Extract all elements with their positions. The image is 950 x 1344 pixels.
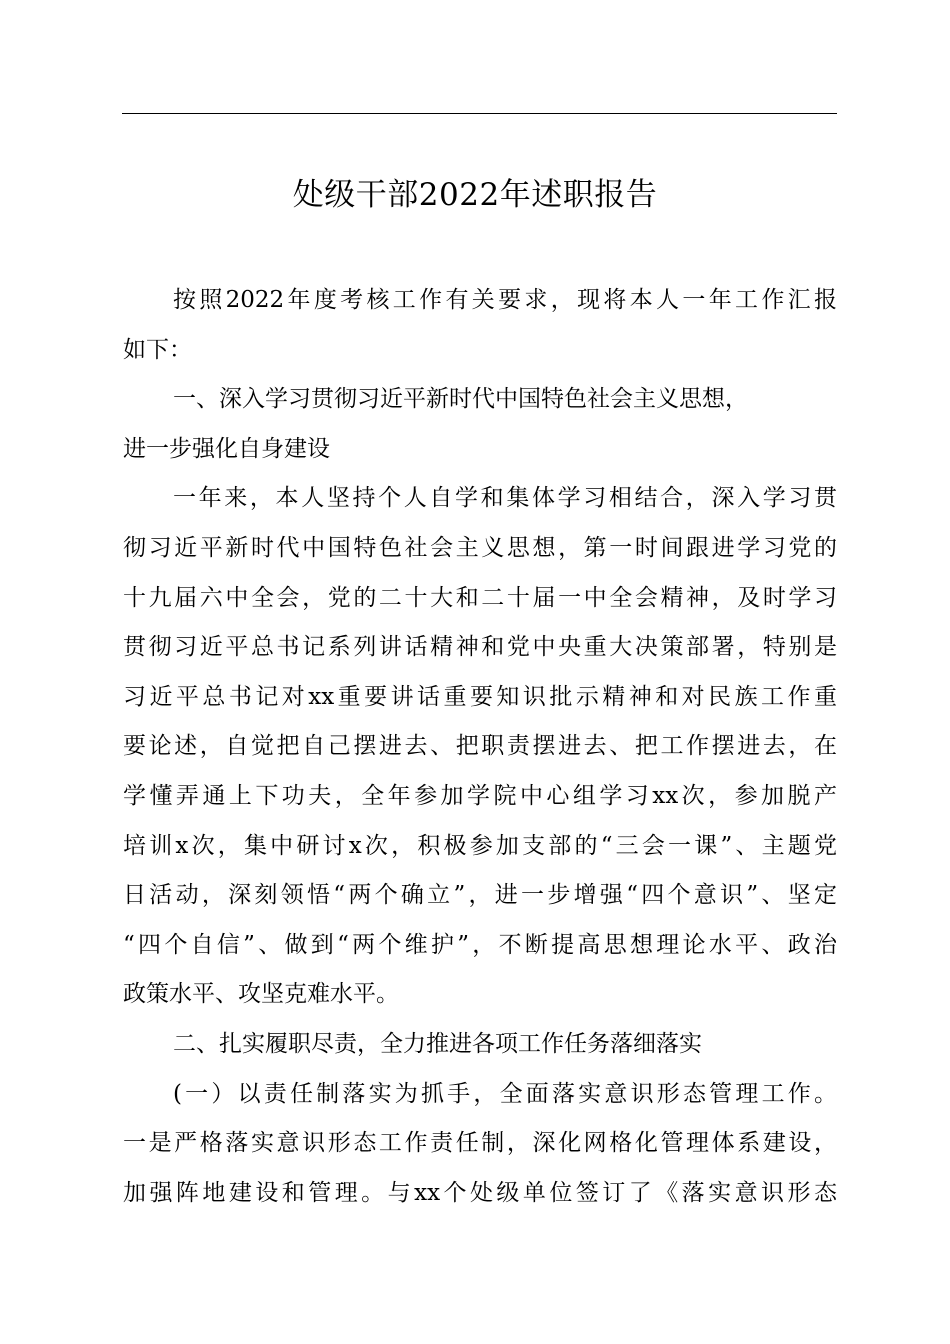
section-heading-line: 进一步强化自身建设 [123,435,330,462]
paragraph-line: 贯彻习近平总书记系列讲话精神和党中央重大决策部署，特别是 [123,634,837,661]
header-rule [122,113,837,114]
section-heading-line: 二、扎实履职尽责，全力推进各项工作任务落细落实 [173,1030,702,1057]
paragraph-line: 日活动，深刻领悟“两个确立”，进一步增强“四个意识”、坚定 [123,882,837,909]
paragraph-line: 要论述，自觉把自己摆进去、把职责摆进去、把工作摆进去，在 [123,733,837,760]
section-heading-line: 一、深入学习贯彻习近平新时代中国特色社会主义思想， [173,386,748,413]
paragraph-line: 一年来，本人坚持个人自学和集体学习相结合，深入学习贯 [173,485,837,512]
paragraph-line: 加强阵地建设和管理。与xx个处级单位签订了《落实意识形态 [123,1179,837,1206]
page-title: 处级干部2022年述职报告 [292,177,658,213]
paragraph-line: 按照2022年度考核工作有关要求，现将本人一年工作汇报 [173,287,837,313]
paragraph-line: (一）以责任制落实为抓手，全面落实意识形态管理工作。 [173,1080,837,1107]
paragraph-line: 学懂弄通上下功夫，全年参加学院中心组学习xx次，参加脱产 [123,782,837,809]
paragraph-line: 十九届六中全会，党的二十大和二十届一中全会精神，及时学习 [123,584,837,611]
paragraph-line: 彻习近平新时代中国特色社会主义思想，第一时间跟进学习党的 [123,534,837,561]
document-body [123,276,837,1218]
paragraph-line: 一是严格落实意识形态工作责任制，深化网格化管理体系建设， [123,1130,837,1157]
paragraph-line: “四个自信”、做到“两个维护”，不断提高思想理论水平、政治 [123,931,837,958]
paragraph-line: 习近平总书记对xx重要讲话重要知识批示精神和对民族工作重 [123,683,837,710]
paragraph-line: 如下： [123,336,192,363]
paragraph-line: 培训x次，集中研讨x次，积极参加支部的“三会一课”、主题党 [123,832,837,859]
paragraph-line: 政策水平、攻坚克难水平。 [123,981,399,1008]
